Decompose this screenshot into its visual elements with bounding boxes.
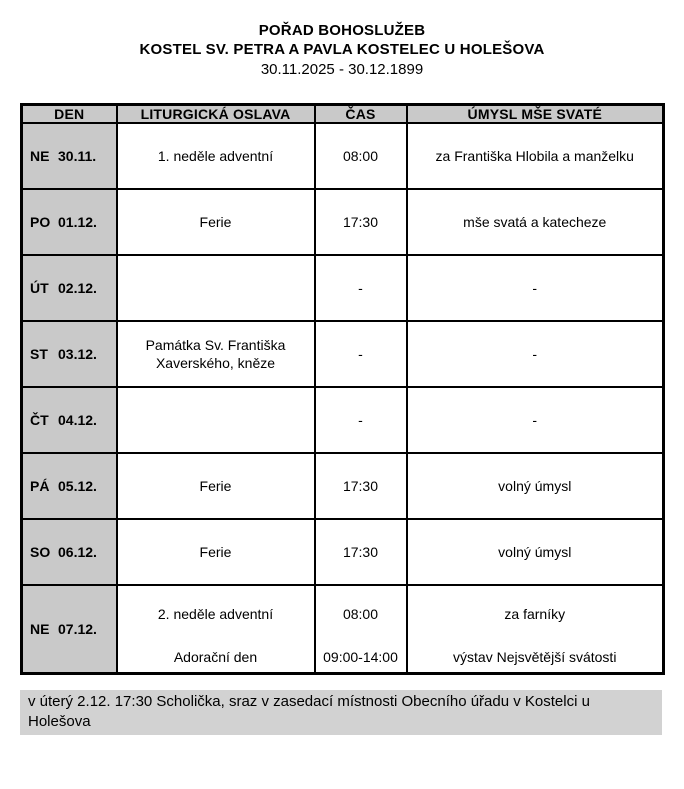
intention-cell <box>407 453 664 519</box>
date-range: 30.11.2025 - 30.12.1899 <box>260 61 424 78</box>
day-date: 01.12. <box>58 214 97 230</box>
celebration-lines <box>124 213 308 231</box>
table-row <box>22 387 664 453</box>
cell-line: 08:00 <box>342 606 379 622</box>
day-cell <box>22 519 117 585</box>
day-abbrev: ST <box>30 346 48 362</box>
celebration-cell <box>117 189 315 255</box>
day-cell <box>22 585 117 674</box>
cell-line: - <box>358 280 363 296</box>
intention-lines <box>414 345 657 363</box>
intention-cell <box>407 585 664 674</box>
time-cell <box>315 123 407 189</box>
cell-line: 17:30 <box>342 544 379 560</box>
day-abbrev: NE <box>30 621 50 637</box>
cell-line: Ferie <box>199 214 232 230</box>
celebration-cell <box>117 321 315 387</box>
day-abbrev: SO <box>30 544 51 560</box>
intention-lines <box>414 411 657 429</box>
time-lines <box>322 213 400 231</box>
cell-line: - <box>358 346 363 362</box>
cell-line: Ferie <box>199 478 232 494</box>
time-cell <box>315 585 407 674</box>
intention-lines <box>414 586 657 672</box>
intention-cell <box>407 255 664 321</box>
celebration-cell <box>117 519 315 585</box>
day-date: 06.12. <box>58 544 97 560</box>
cell-line: Památka Sv. Františka Xaverského, kněze <box>145 337 286 371</box>
table-row <box>22 123 664 189</box>
time-lines <box>322 543 400 561</box>
day-cell <box>22 387 117 453</box>
schedule-body <box>22 123 664 674</box>
cell-line: za Františka Hlobila a manželku <box>435 148 634 164</box>
time-lines <box>322 477 400 495</box>
cell-line: mše svatá a katecheze <box>463 214 607 230</box>
celebration-lines <box>124 336 308 372</box>
header-row <box>22 105 664 124</box>
document-title: POŘAD BOHOSLUŽEB <box>258 22 426 39</box>
table-row <box>22 255 664 321</box>
time-lines <box>322 279 400 297</box>
time-lines <box>322 411 400 429</box>
footer-note: v úterý 2.12. 17:30 Scholička, sraz v zasedací místnosti Obecního úřadu v Kostelci u Holešova <box>20 690 662 735</box>
intention-cell <box>407 123 664 189</box>
cell-line: Ferie <box>199 544 232 560</box>
cell-line: - <box>532 280 538 296</box>
day-abbrev: ÚT <box>30 280 49 296</box>
day-cell <box>22 453 117 519</box>
cell-line: - <box>532 346 538 362</box>
column-header: ÚMYSL MŠE SVATÉ <box>407 105 664 124</box>
time-lines <box>322 586 400 672</box>
day-abbrev: ČT <box>30 412 49 428</box>
table-row <box>22 519 664 585</box>
table-row <box>22 453 664 519</box>
table-row <box>22 585 664 674</box>
celebration-lines <box>124 543 308 561</box>
cell-line: volný úmysl <box>498 544 572 560</box>
intention-cell <box>407 387 664 453</box>
cell-line: 1. neděle adventní <box>157 148 274 164</box>
celebration-cell <box>117 255 315 321</box>
day-date: 07.12. <box>58 621 97 637</box>
day-cell <box>22 255 117 321</box>
time-cell <box>315 387 407 453</box>
day-date: 02.12. <box>58 280 97 296</box>
intention-cell <box>407 321 664 387</box>
time-cell <box>315 321 407 387</box>
celebration-cell <box>117 453 315 519</box>
cell-line: volný úmysl <box>498 478 572 494</box>
intention-lines <box>414 147 657 165</box>
schedule-table <box>20 103 665 675</box>
time-cell <box>315 453 407 519</box>
time-lines <box>322 345 400 363</box>
time-cell <box>315 255 407 321</box>
intention-lines <box>414 213 657 231</box>
column-header: ČAS <box>315 105 407 124</box>
time-cell <box>315 519 407 585</box>
table-row <box>22 321 664 387</box>
celebration-lines <box>124 586 308 672</box>
table-row <box>22 189 664 255</box>
day-cell <box>22 189 117 255</box>
cell-line: - <box>532 412 538 428</box>
day-cell <box>22 123 117 189</box>
cell-line: výstav Nejsvětější svátosti <box>453 649 617 665</box>
cell-line: - <box>358 412 363 428</box>
cell-line: 2. neděle adventní <box>157 606 274 622</box>
intention-lines <box>414 279 657 297</box>
day-abbrev: PÁ <box>30 478 50 494</box>
cell-line: Adorační den <box>173 649 258 665</box>
cell-line: 17:30 <box>342 478 379 494</box>
celebration-cell <box>117 387 315 453</box>
celebration-lines <box>124 477 308 495</box>
day-date: 04.12. <box>58 412 97 428</box>
celebration-lines <box>124 147 308 165</box>
day-date: 30.11. <box>58 148 97 164</box>
column-header: DEN <box>22 105 117 124</box>
day-date: 05.12. <box>58 478 97 494</box>
day-abbrev: PO <box>30 214 51 230</box>
column-header: LITURGICKÁ OSLAVA <box>117 105 315 124</box>
intention-cell <box>407 519 664 585</box>
intention-lines <box>414 543 657 561</box>
day-cell <box>22 321 117 387</box>
celebration-cell <box>117 585 315 674</box>
time-lines <box>322 147 400 165</box>
celebration-cell <box>117 123 315 189</box>
day-date: 03.12. <box>58 346 97 362</box>
church-name: KOSTEL SV. PETRA A PAVLA KOSTELEC U HOLEŠOVA <box>139 41 545 58</box>
intention-lines <box>414 477 657 495</box>
cell-line: za farníky <box>504 606 566 622</box>
intention-cell <box>407 189 664 255</box>
cell-line: 17:30 <box>342 214 379 230</box>
day-abbrev: NE <box>30 148 50 164</box>
document-header <box>0 21 684 80</box>
cell-line: 09:00-14:00 <box>323 649 398 665</box>
cell-line: 08:00 <box>342 148 379 164</box>
time-cell <box>315 189 407 255</box>
